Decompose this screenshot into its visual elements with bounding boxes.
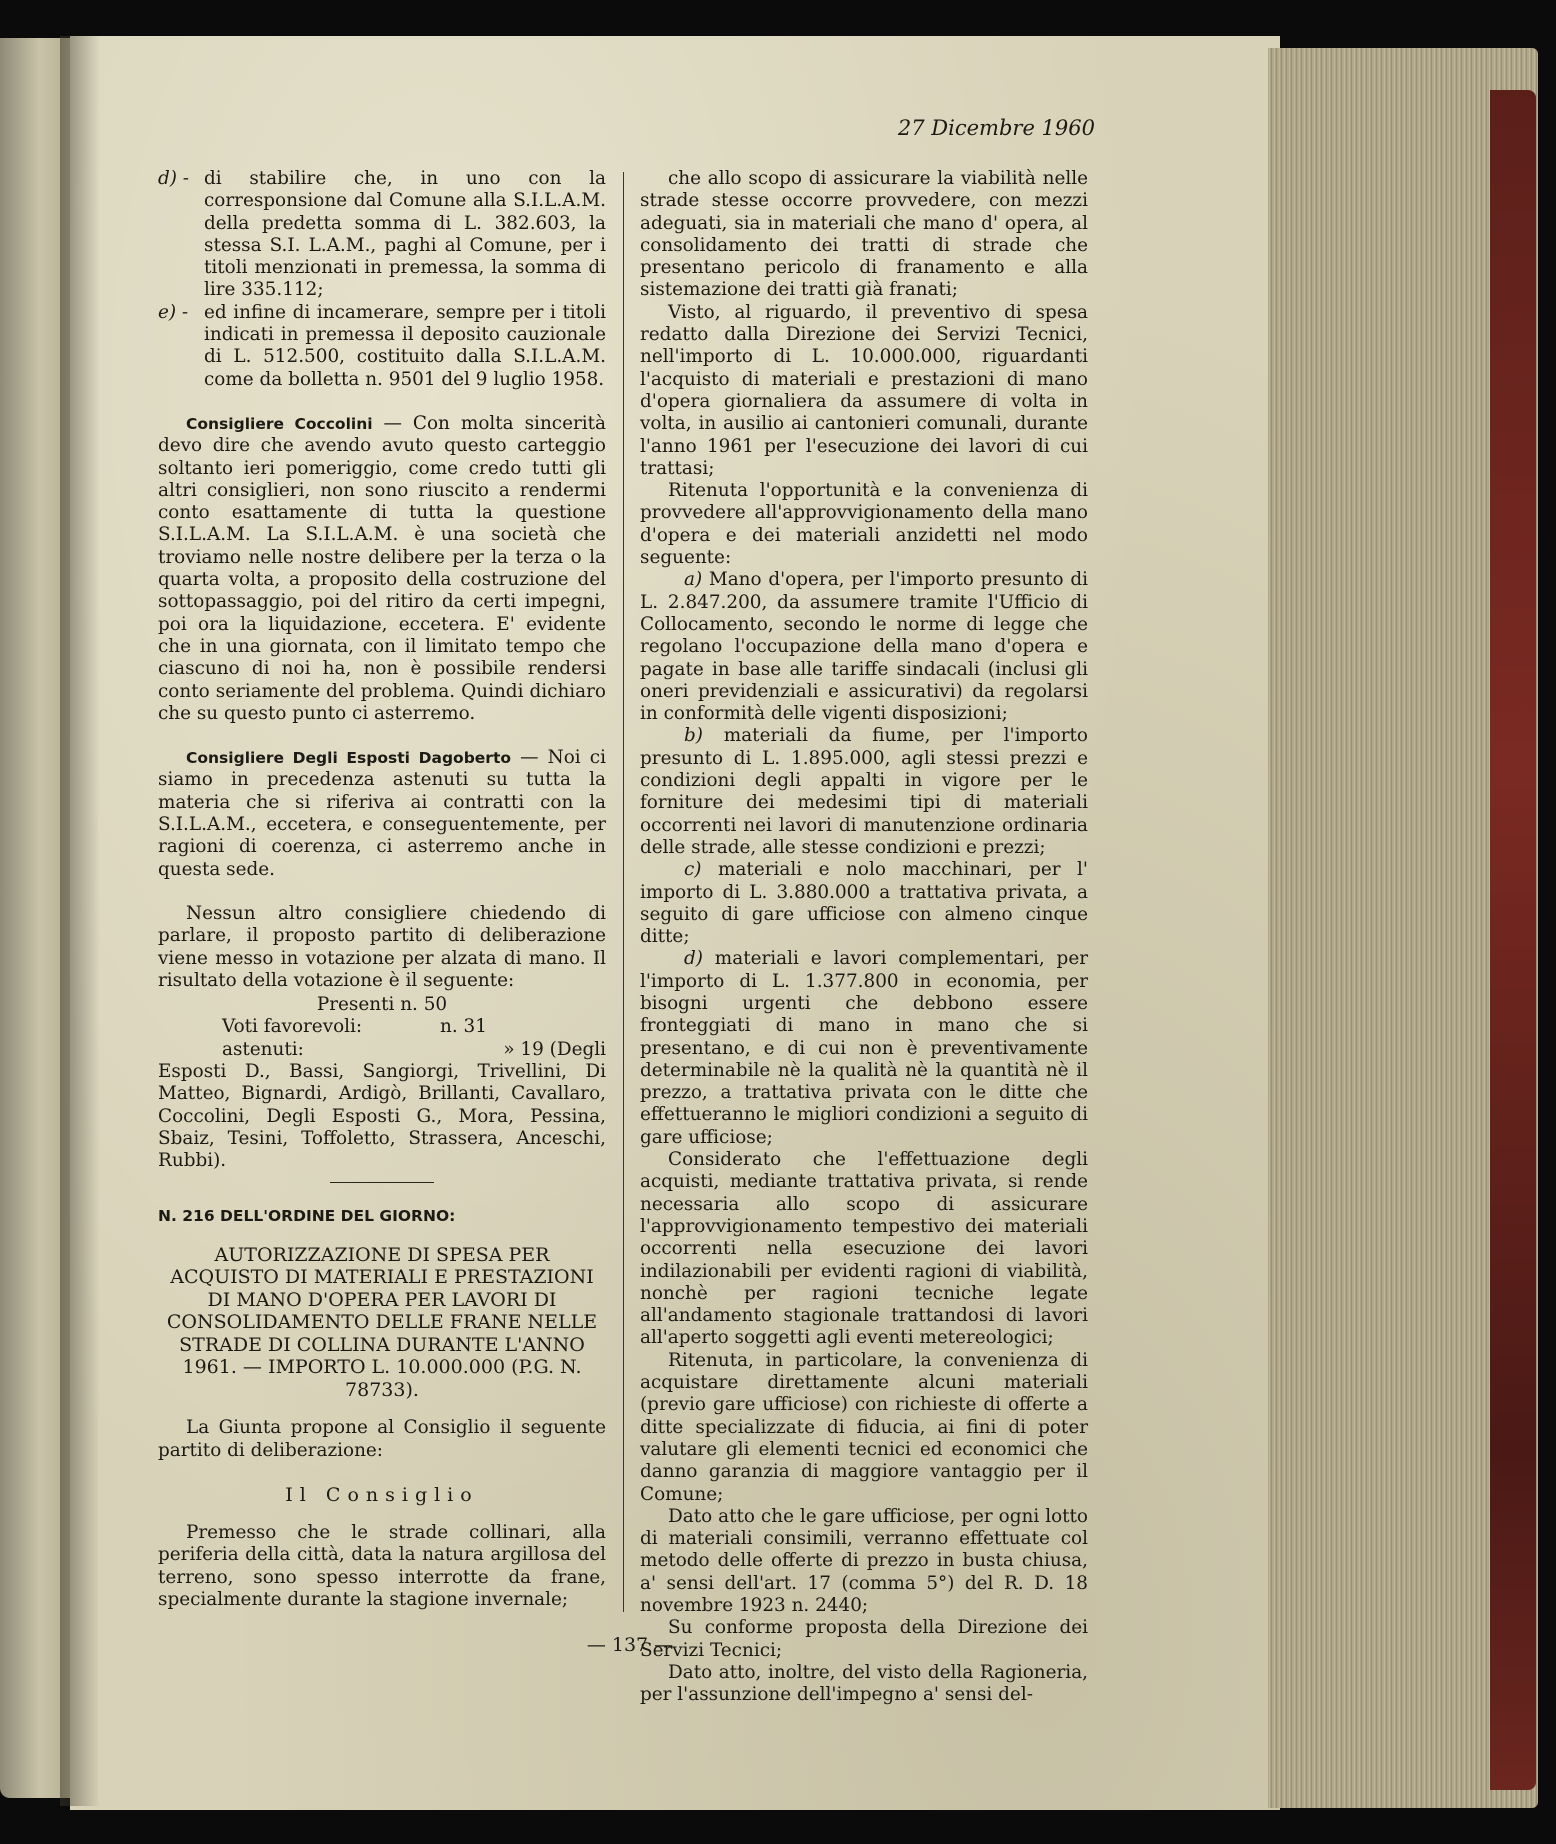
vote-value: n. 31 — [440, 1016, 487, 1038]
book-gutter — [60, 36, 100, 1806]
sub-item-marker: c) — [684, 859, 702, 881]
speaker-name: Consigliere Degli Esposti Dagoberto — [186, 749, 511, 768]
speaker-name: Consigliere Coccolini — [186, 414, 373, 433]
paragraph: Visto, al riguardo, il preventivo di spesa redatto dalla Direzione dei Servizi Tecnici, nell'importo di L. 10.000.000, riguardanti l'acquisto di materiali e prestazioni di mano d'opera giornaliera da assumere di volta in volta, in ausilio ai cantonieri comunali, durante l'anno 1961 per l'esecuzione dei lavori di cui trattasi; — [640, 301, 1088, 479]
right-column — [640, 168, 1088, 1706]
paragraph: che allo scopo di assicurare la viabilità nelle strade stesse occorre provvedere, con mezzi adeguati, sia in materiali che mano d' opera, al consolidamento dei tratti di strade che presentano pericolo di franamento e alla sistemazione dei tratti già franati; — [640, 168, 1088, 301]
sub-item-marker: b) — [684, 725, 703, 747]
paragraph: Su conforme proposta della Direzione dei Servizi Tecnici; — [640, 1617, 1088, 1661]
paragraph: Dato atto, inoltre, del visto della Ragioneria, per l'assunzione dell'impegno a' sensi del- — [640, 1661, 1088, 1706]
vote-presenti: Presenti n. 50 — [316, 994, 448, 1016]
sub-item-marker: d) — [684, 948, 703, 970]
page-header-date: 27 Dicembre 1960 — [897, 116, 1095, 140]
sub-item-b — [640, 725, 1088, 859]
sub-item-c — [640, 859, 1088, 948]
sub-item-text: Mano d'opera, per l'importo presunto di L. 2.847.200, da assumere tramite l'Ufficio di Collocamento, secondo le norme di legge che regolano l'occupazione della mano d'opera e pagate in base alle tariffe sindacali (inclusi gli oneri previdenziali e assicurativi) da regolarsi in conformità delle vigenti disposizioni; — [640, 569, 1088, 725]
vote-favorevoli-row — [158, 1016, 606, 1038]
page-number: — 137 — — [586, 1634, 674, 1656]
sub-item-d — [640, 948, 1088, 1149]
speech-degli-esposti — [158, 747, 606, 881]
list-marker: e) - — [158, 301, 189, 323]
sub-item-text: materiali e lavori complementari, per l'importo di L. 1.377.800 in economia, per bisogni urgenti che debbono essere fronteggiati di mano in mano che si presentano, e di cui non è preventivamente determinabile nè la qualità nè la quantità nè il prezzo, a trattativa privata con le ditte che effettueranno le migliori condizioni a seguito di gare ufficiose; — [640, 948, 1088, 1148]
vote-intro: Nessun altro consigliere chiedendo di parlare, il proposto partito di deliberazione viene messo in votazione per alzata di mano. Il risultato della votazione è il seguente: — [158, 902, 606, 991]
vote-value: » 19 (Degli — [503, 1038, 606, 1060]
list-item-text: ed infine di incamerare, sempre per i titoli indicati in premessa il deposito cauzionale di L. 512.500, costituito dalla S.I.L.A.M. come da bolletta n. 9501 del 9 luglio 1958. — [204, 301, 606, 390]
paragraph: Ritenuta l'opportunità e la convenienza di provvedere all'approvvigionamento della mano d'opera e dei materiali anzidetti nel modo seguente: — [640, 480, 1088, 569]
speech-coccolini — [158, 413, 606, 725]
list-item-e — [158, 302, 606, 391]
consiglio-heading: Il Consiglio — [285, 1483, 479, 1506]
sub-item-a — [640, 569, 1088, 725]
vote-label: astenuti: — [222, 1038, 304, 1060]
paragraph: Ritenuta, in particolare, la convenienza di acquistare direttamente alcuni materiali (previo gare ufficiose) con richieste di offerte a ditte specializzate di fiducia, ai fini di poter valutare gli elementi tecnici ed economici che danno garanzia di maggiore vantaggio per il Comune; — [640, 1349, 1088, 1505]
list-item-text: di stabilire che, in uno con la corresponsione dal Comune alla S.I.L.A.M. della predetta somma di L. 382.603, la stessa S.I. L.A.M., paghi al Comune, per i titoli menzionati in premessa, la somma di lire 335.112; — [204, 168, 606, 301]
sub-item-marker: a) — [684, 569, 703, 591]
column-divider — [623, 172, 624, 1612]
vote-label: Voti favorevoli: — [222, 1016, 363, 1038]
left-column — [158, 168, 606, 1611]
premesso-paragraph: Premesso che le strade collinari, alla periferia della città, data la natura argillosa del terreno, sono spesso interrotte da frane, specialmente durante la stagione invernale; — [158, 1522, 606, 1611]
sub-item-text: materiali da fiume, per l'importo presunto di L. 1.895.000, agli stessi prezzi e condizioni degli appalti in vigore per le forniture dei medesimi tipi di materiali occorrenti nei lavori di manutenzione ordinaria delle strade, alle stesse condizioni e prezzi; — [640, 725, 1088, 858]
speech-text: — Con molta sincerità devo dire che avendo avuto questo carteggio soltanto ieri pomeriggio, come credo tutti gli altri consiglieri, non sono riuscito a rendermi conto esattamente di tutta la questione S.I.L.A.M. La S.I.L.A.M. è una società che troviamo nelle nostre delibere per la terza o la quarta volta, a proposito della costruzione del sottopassaggio, poi del ritiro da certi impegni, poi ora la liquidazione, eccetera. E' evidente che in una giornata, con il limitato tempo che ciascuno di noi ha, non è possibile rendersi conto seriamente del problema. Quindi dichiaro che su questo punto ci asterremo. — [158, 412, 606, 724]
paragraph: Considerato che l'effettuazione degli acquisti, mediante trattativa privata, si rende necessaria allo scopo di assicurare l'approvvigionamento tempestivo dei materiali occorrenti nella esecuzione dei lavori indilazionabili per evidenti ragioni di viabilità, nonchè per ragioni tecniche legate all'andamento stagionale trattandosi di lavori all'aperto soggetti agli eventi metereologici; — [640, 1149, 1088, 1349]
astenuti-names: Esposti D., Bassi, Sangiorgi, Trivellini, Di Matteo, Bignardi, Ardigò, Brillanti, Cavallaro, Coccolini, Degli Esposti G., Mora, Pessina, Sbaiz, Tesini, Toffoletto, Strassera, Anceschi, Rubbi). — [158, 1060, 606, 1172]
book-cover-edge — [1490, 90, 1536, 1790]
agenda-subject: AUTORIZZAZIONE DI SPESA PER ACQUISTO DI MATERIALI E PRESTAZIONI DI MANO D'OPERA PER LAVORI DI CONSOLIDAMENTO DELLE FRANE NELLE STRADE DI COLLINA DURANTE L'ANNO 1961. — IMPORTO L. 10.000.000 (P.G. N. 78733). — [166, 1243, 598, 1401]
speech-text: — Noi ci siamo in precedenza astenuti su tutta la materia che si riferiva ai contratti con la S.I.L.A.M., eccetera, e conseguentemente, per ragioni di coerenza, ci asterremo anche in questa sede. — [158, 747, 606, 880]
giunta-proposal: La Giunta propone al Consiglio il seguente partito di deliberazione: — [158, 1417, 606, 1461]
agenda-heading: N. 216 DELL'ORDINE DEL GIORNO: — [158, 1207, 456, 1226]
sub-item-text: materiali e nolo macchinari, per l' importo di L. 3.880.000 a trattativa privata, a seguito di gare ufficiose con almeno cinque ditte; — [640, 859, 1088, 948]
vote-astenuti-row — [158, 1039, 606, 1061]
paragraph: Dato atto che le gare ufficiose, per ogni lotto di materiali consimili, verranno effettuate col metodo delle offerte di prezzo in busta chiusa, a' sensi dell'art. 17 (comma 5°) del R. D. 18 novembre 1923 n. 2440; — [640, 1505, 1088, 1616]
list-item-d — [158, 168, 606, 302]
list-marker: d) - — [158, 168, 190, 189]
